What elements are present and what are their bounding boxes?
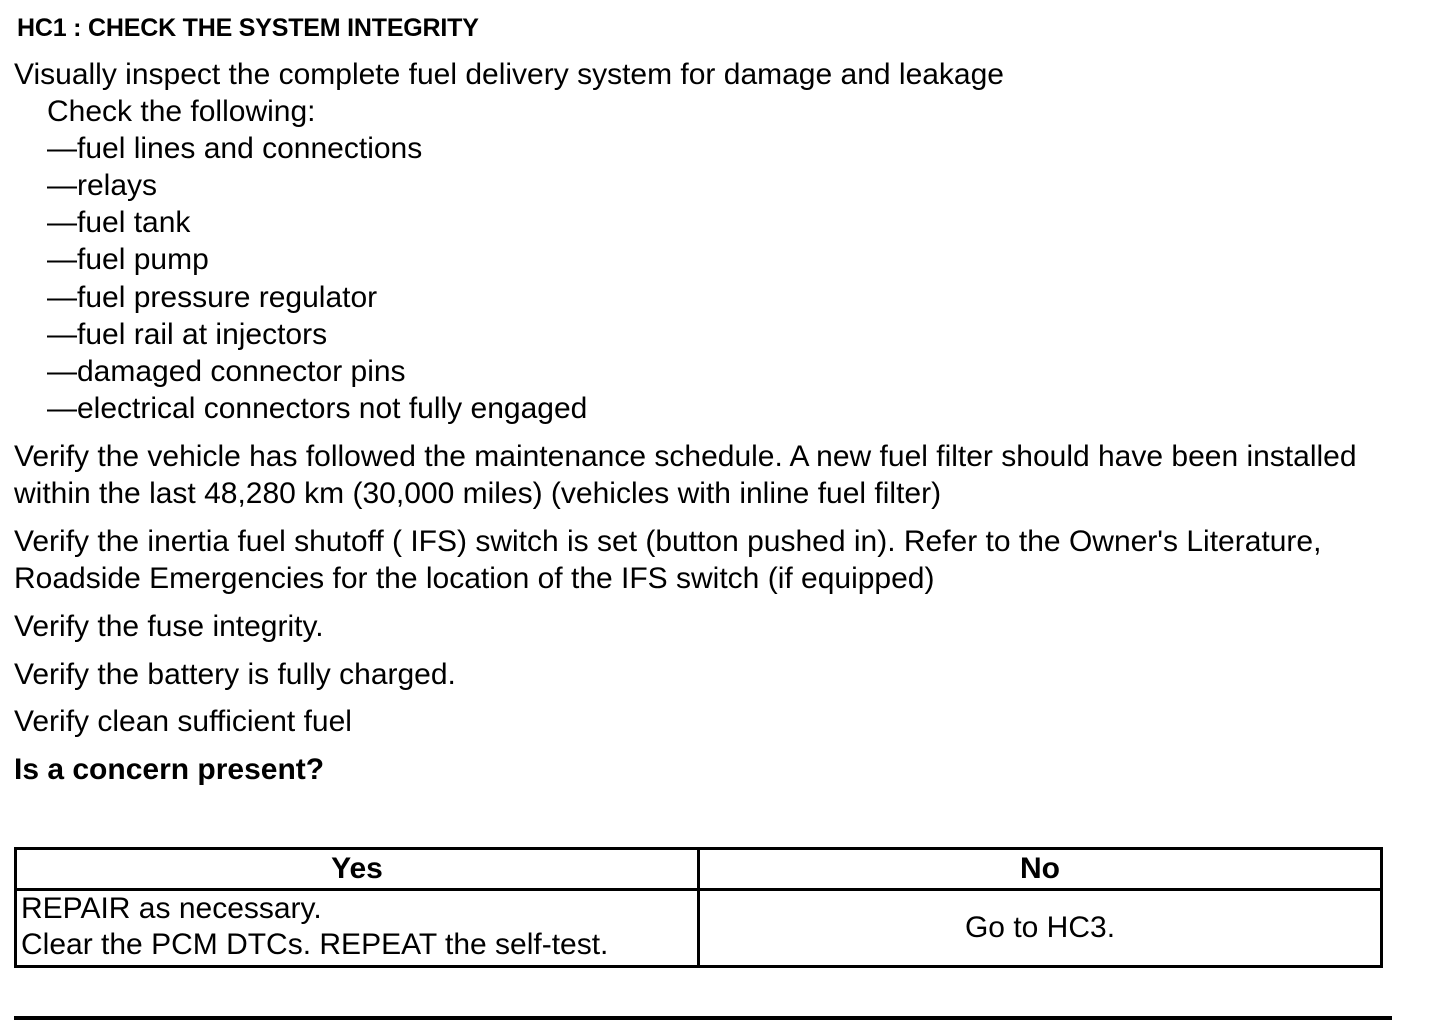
check-label: Check the following: [47, 95, 316, 128]
decision-table [14, 847, 1383, 968]
table-header-row [16, 849, 1382, 890]
section-title: HC1 : CHECK THE SYSTEM INTEGRITY [17, 14, 479, 42]
check-item: —relays [47, 169, 158, 202]
no-action-cell: Go to HC3. [699, 890, 1382, 967]
yes-header: Yes [16, 849, 699, 890]
verify-fuse: Verify the fuse integrity. [14, 610, 324, 643]
check-item: —fuel pump [47, 243, 209, 276]
verify-ifs-switch: Verify the inertia fuel shutoff ( IFS) switch is set (button pushed in). Refer to the Owner's Literature, Roadside Emergencies for the location of the IFS switch (if equipped) [14, 525, 1322, 595]
check-item: —fuel lines and connections [47, 132, 423, 165]
yes-action-line: REPAIR as necessary. [21, 892, 322, 925]
check-item: —damaged connector pins [47, 355, 406, 388]
inspect-intro: Visually inspect the complete fuel delivery system for damage and leakage [14, 58, 1004, 91]
no-header: No [699, 849, 1382, 890]
verify-battery: Verify the battery is fully charged. [14, 658, 456, 691]
check-item: —fuel rail at injectors [47, 318, 328, 351]
check-item: —fuel pressure regulator [47, 281, 378, 314]
check-item: —electrical connectors not fully engaged [47, 392, 588, 425]
question: Is a concern present? [14, 753, 325, 786]
verify-maintenance: Verify the vehicle has followed the maintenance schedule. A new fuel filter should have been installed within the last 48,280 km (30,000 miles) (vehicles with inline fuel filter) [14, 440, 1357, 510]
yes-action-line: Clear the PCM DTCs. REPEAT the self-test. [21, 928, 609, 961]
check-item: —fuel tank [47, 206, 191, 239]
verify-fuel: Verify clean sufficient fuel [14, 705, 352, 738]
table-row [16, 890, 1382, 967]
bottom-rule [14, 1016, 1392, 1020]
yes-action-cell [16, 890, 699, 967]
